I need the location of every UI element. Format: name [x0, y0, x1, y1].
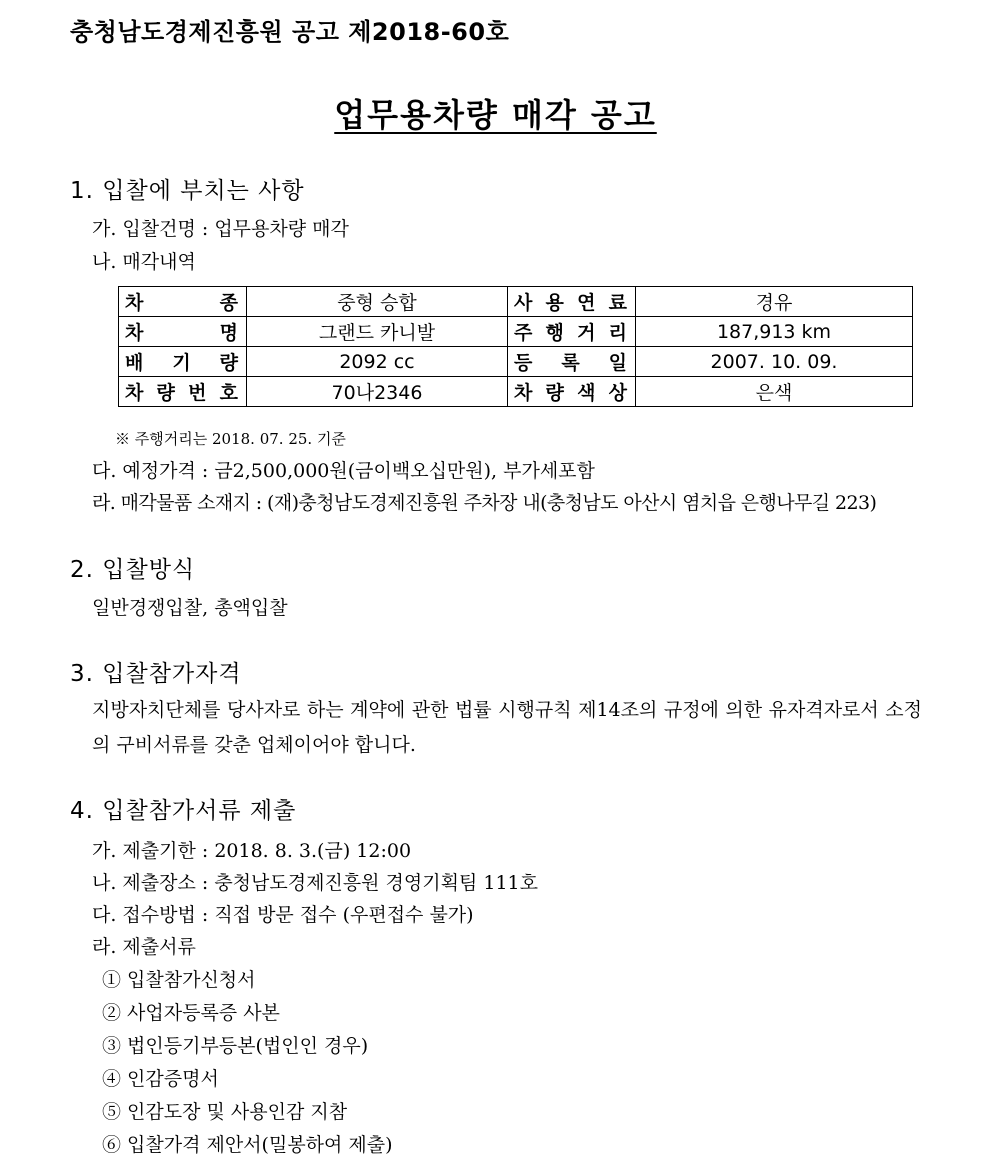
document-title	[0, 90, 991, 136]
document-item: ③ 법인등기부등본(법인인 경우)	[102, 1035, 369, 1057]
section-3-heading: 3. 입찰참가자격	[70, 661, 242, 687]
section-1-item-b: 나. 매각내역	[92, 251, 196, 273]
spec-label-text	[125, 288, 240, 315]
spec-label-char: 록	[561, 352, 582, 374]
section-4-heading: 4. 입찰참가서류 제출	[70, 798, 297, 824]
spec-label-text	[125, 378, 240, 405]
document-item: ① 입찰참가신청서	[102, 969, 256, 991]
section-1-heading: 1. 입찰에 부치는 사항	[70, 178, 305, 204]
spec-label-left	[119, 377, 247, 407]
spec-label-char: 행	[545, 322, 566, 344]
document-item: ② 사업자등록증 사본	[102, 1002, 280, 1024]
section-1-item-a: 가. 입찰건명 : 업무용차량 매각	[92, 218, 349, 240]
spec-label-char: 연	[577, 292, 598, 314]
spec-label-text	[125, 348, 240, 375]
spec-label-right	[508, 347, 636, 377]
spec-value-right: 은색	[636, 377, 913, 407]
mileage-note: ※ 주행거리는 2018. 07. 25. 기준	[115, 430, 346, 448]
section-2-heading: 2. 입찰방식	[70, 557, 196, 583]
section-4-item-b: 나. 제출장소 : 충청남도경제진흥원 경영기획팀 111호	[92, 872, 538, 894]
spec-label-char: 차	[514, 382, 535, 404]
spec-label-char: 량	[545, 382, 566, 404]
spec-label-char: 리	[608, 322, 629, 344]
spec-label-char: 등	[514, 352, 535, 374]
section-3-text: 지방자치단체를 당사자로 하는 계약에 관한 법률 시행규칙 제14조의 규정에 의한 유자격자로서 소정의 구비서류를 갖춘 업체이어야 합니다.	[92, 699, 922, 756]
section-4-item-d: 라. 제출서류	[92, 936, 196, 958]
spec-label-char: 거	[577, 322, 598, 344]
spec-label-char: 차	[125, 322, 146, 344]
spec-label-char: 색	[577, 382, 598, 404]
spec-label-right	[508, 377, 636, 407]
section-1-item-c: 다. 예정가격 : 금2,500,000원(금이백오십만원), 부가세포함	[92, 460, 595, 482]
document-title-text: 업무용차량 매각 공고	[334, 96, 657, 134]
spec-label-char: 료	[608, 292, 629, 314]
spec-label-char: 주	[514, 322, 535, 344]
spec-value-right: 2007. 10. 09.	[636, 347, 913, 377]
vehicle-spec-table	[118, 286, 913, 407]
spec-label-left	[119, 317, 247, 347]
section-1-item-d: 라. 매각물품 소재지 : (재)충청남도경제진흥원 주차장 내(충청남도 아산시 염치읍 은행나무길 223)	[92, 492, 877, 514]
spec-label-char: 종	[219, 292, 240, 314]
spec-label-left	[119, 287, 247, 317]
spec-label-right	[508, 317, 636, 347]
spec-label-char: 량	[219, 352, 240, 374]
spec-value-right: 경유	[636, 287, 913, 317]
spec-label-text	[514, 348, 629, 375]
spec-label-char: 사	[514, 292, 535, 314]
spec-label-text	[125, 318, 240, 345]
spec-label-char: 번	[188, 382, 209, 404]
document-item: ⑥ 입찰가격 제안서(밀봉하여 제출)	[102, 1134, 393, 1156]
spec-label-char: 용	[545, 292, 566, 314]
document-item: ④ 인감증명서	[102, 1068, 219, 1090]
spec-value-left: 2092 cc	[247, 347, 508, 377]
spec-value-left: 그랜드 카니발	[247, 317, 508, 347]
notice-number: 충청남도경제진흥원 공고 제2018-60호	[70, 18, 510, 46]
spec-table-row	[119, 347, 913, 377]
spec-value-right: 187,913 km	[636, 317, 913, 347]
spec-label-char: 명	[219, 322, 240, 344]
section-4-item-c: 다. 접수방법 : 직접 방문 접수 (우편접수 불가)	[92, 904, 474, 926]
spec-label-text	[514, 318, 629, 345]
spec-label-char: 기	[172, 352, 193, 374]
section-4-item-a: 가. 제출기한 : 2018. 8. 3.(금) 12:00	[92, 840, 412, 862]
spec-label-left	[119, 347, 247, 377]
spec-table-row	[119, 377, 913, 407]
spec-label-char: 량	[156, 382, 177, 404]
section-2-text: 일반경쟁입찰, 총액입찰	[92, 597, 288, 619]
spec-label-text	[514, 288, 629, 315]
spec-table-row	[119, 317, 913, 347]
spec-label-text	[514, 378, 629, 405]
spec-value-left: 중형 승합	[247, 287, 508, 317]
spec-label-right	[508, 287, 636, 317]
spec-label-char: 차	[125, 292, 146, 314]
spec-label-char: 호	[219, 382, 240, 404]
spec-label-char: 배	[125, 352, 146, 374]
spec-label-char: 차	[125, 382, 146, 404]
spec-value-left: 70나2346	[247, 377, 508, 407]
document-item: ⑤ 인감도장 및 사용인감 지참	[102, 1101, 348, 1123]
spec-label-char: 일	[608, 352, 629, 374]
spec-table-row	[119, 287, 913, 317]
spec-label-char: 상	[608, 382, 629, 404]
